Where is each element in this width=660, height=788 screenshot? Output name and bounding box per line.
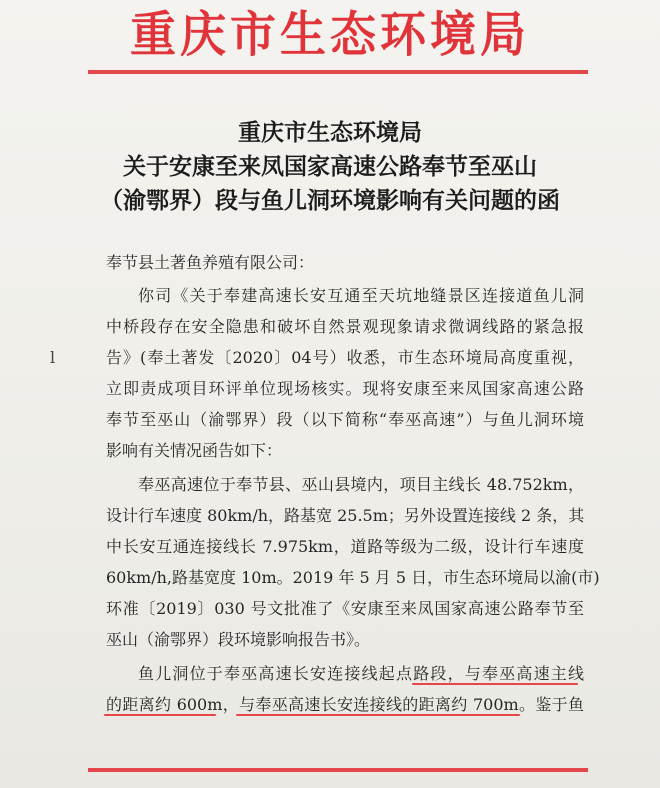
paragraph-1-line: 影响有关情况函告如下： [106,441,283,460]
paragraph-1-line: 你司《关于奉建高速长安互通至天坑地缝景区连接道鱼儿洞 [138,286,584,305]
letterhead-org-name: 重庆市生态环境局 [130,5,530,63]
paragraph-3-line: 的距离约 600m，与奉巫高速长安连接线的距离约 700m。鉴于鱼 [106,695,584,714]
paragraph-2-line: 中长安互通连接线长 7.975km，道路等级为二级，设计行车速度 [106,537,584,556]
document-title-line-1: 重庆市生态环境局 [238,119,422,146]
footer-red-rule [88,768,588,772]
margin-mark: l [50,348,56,367]
document-title-line-3: （渝鄂界）段与鱼儿洞环境影响有关问题的函 [100,187,560,214]
paragraph-2-line: 60km/h,路基宽度 10m。2019 年 5 月 5 日，市生态环境局以渝(市) [106,568,600,587]
paragraph-2-line: 巫山（渝鄂界）段环境影响报告书》。 [106,630,371,649]
paragraph-2-line: 环准〔2019〕030 号文批准了《安康至来凤国家高速公路奉节至 [106,599,584,618]
paragraph-2-line: 设计行车速度 80km/h，路基宽 25.5m；另外设置连接线 2 条，其 [106,506,585,525]
salutation: 奉节县土著鱼养殖有限公司： [106,253,315,272]
handwritten-underline [236,714,520,716]
paragraph-1-line: 立即责成项目环评单位现场核实。现将安康至来凤国家高速公路 [106,379,584,398]
paragraph-2-line: 奉巫高速位于奉节县、巫山县境内，项目主线长 48.752km， [138,475,584,494]
document-title-line-2: 关于安康至来凤国家高速公路奉节至巫山 [123,153,537,180]
paragraph-1-line: 奉节至巫山（渝鄂界）段（以下简称“奉巫高速”）与鱼儿洞环境 [106,410,584,429]
handwritten-underline [412,683,578,685]
letterhead-red-rule [88,70,588,74]
letterhead [0,2,660,68]
handwritten-underline [104,714,216,716]
paragraph-1-line: 中桥段存在安全隐患和破坏自然景观现象请求微调线路的紧急报 [106,317,584,336]
paragraph-1-line: 告》(奉土著发〔2020〕04号）收悉，市生态环境局高度重视， [106,348,584,367]
paragraph-3-line: 鱼儿洞位于奉巫高速长安连接线起点路段，与奉巫高速主线 [138,664,584,683]
